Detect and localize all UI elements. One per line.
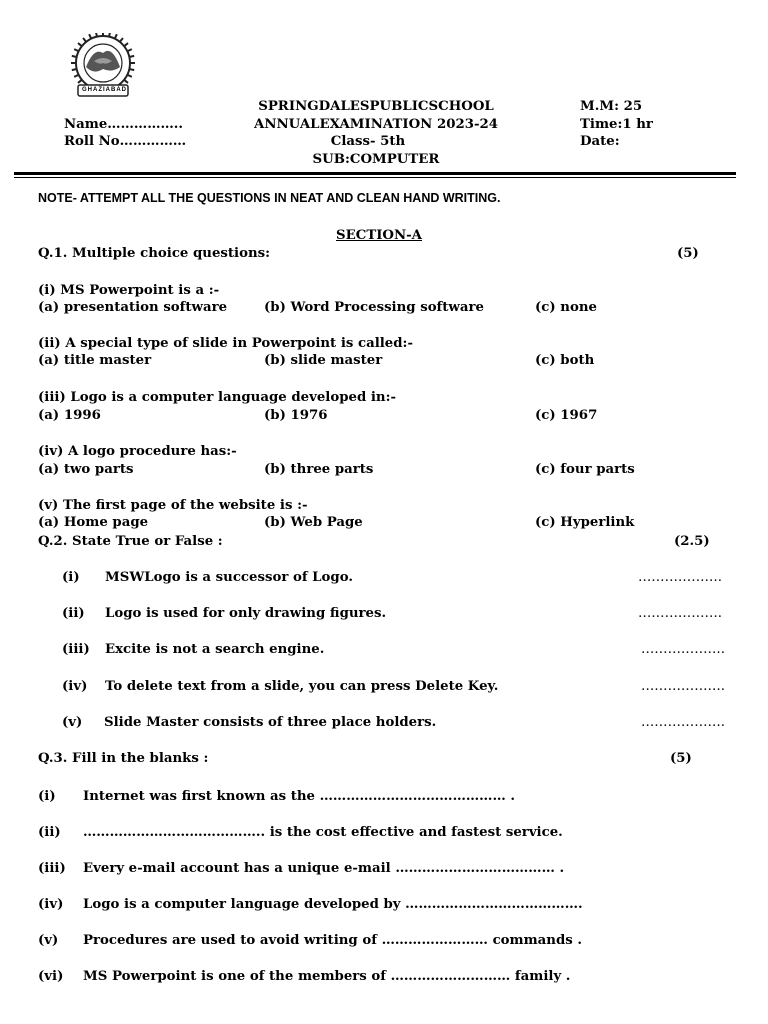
q1-option-a: (a) presentation software [38,300,228,315]
q2-answer-blank: ………………. [641,715,726,730]
max-marks: M.M: 25 [580,99,643,114]
q1-option-c: (c) none [535,300,597,315]
q2-number: (ii) [62,606,85,621]
q3-number: (iv) [38,897,64,912]
q2-statement: Excite is not a search engine. [105,642,325,657]
q1-option-b: (b) Web Page [264,515,363,530]
q1-option-c: (c) Hyperlink [535,515,635,530]
section-title: SECTION-A [335,228,423,243]
q1-question: (iii) Logo is a computer language developed in:- [38,390,397,405]
q2-statement: Logo is used for only drawing figures. [105,606,387,621]
time-label: Time:1 hr [580,117,653,132]
name-field: Name…………….. [64,117,184,132]
q1-option-a: (a) two parts [38,462,134,477]
q1-option-b: (b) slide master [264,353,383,368]
q1-option-a: (a) Home page [38,515,149,530]
q2-number: (iii) [62,642,90,657]
q1-option-a: (a) 1996 [38,408,101,423]
q3-marks: (5) [670,751,692,766]
date-field: Date: [580,134,620,149]
q3-sentence: Internet was first known as the …………………………………… . [83,789,516,804]
q3-number: (v) [38,933,59,948]
q2-answer-blank: ………………. [641,679,726,694]
subject-label: SUB:COMPUTER [312,152,440,167]
q1-question: (iv) A logo procedure has:- [38,444,237,459]
q3-sentence: Every e-mail account has a unique e-mail ……………………………… . [83,861,565,876]
instruction-note: NOTE- ATTEMPT ALL THE QUESTIONS IN NEAT AND CLEAN HAND WRITING. [38,191,501,205]
q3-number: (iii) [38,861,66,876]
class-label: Class- 5th [330,134,406,149]
exam-title: ANNUALEXAMINATION 2023-24 [254,117,498,132]
q1-title: Q.1. Multiple choice questions: [38,246,271,261]
q1-option-c: (c) four parts [535,462,635,477]
header-divider-bottom [14,177,736,178]
q2-number: (v) [62,715,83,730]
q3-number: (vi) [38,969,64,984]
logo-city-text: GHAZIABAD [82,87,127,93]
q1-option-a: (a) title master [38,353,152,368]
q2-statement: MSWLogo is a successor of Logo. [105,570,353,585]
q1-question: (ii) A special type of slide in Powerpoint is called:- [38,336,413,351]
q1-option-b: (b) 1976 [264,408,328,423]
q1-marks: (5) [677,246,699,261]
q2-statement: Slide Master consists of three place holders. [104,715,437,730]
q2-answer-blank: ………………. [638,606,723,621]
q2-answer-blank: ………………. [638,570,723,585]
q1-option-b: (b) Word Processing software [264,300,484,315]
q1-question: (i) MS Powerpoint is a :- [38,283,220,298]
q2-statement: To delete text from a slide, you can press Delete Key. [105,679,499,694]
q1-option-b: (b) three parts [264,462,374,477]
q1-option-c: (c) both [535,353,595,368]
q2-number: (i) [62,570,80,585]
q2-marks: (2.5) [674,534,710,549]
q1-option-c: (c) 1967 [535,408,598,423]
roll-number-field: Roll No…………… [64,134,187,149]
q3-sentence: Logo is a computer language developed by …………………………………. [83,897,583,912]
q2-number: (iv) [62,679,88,694]
q1-question: (v) The first page of the website is :- [38,498,308,513]
header-divider-top [14,172,736,175]
school-name: SPRINGDALESPUBLICSCHOOL [258,99,494,114]
q3-number: (i) [38,789,56,804]
q2-title: Q.2. State True or False : [38,534,223,549]
q3-sentence: Procedures are used to avoid writing of …………………… commands . [83,933,582,948]
q3-sentence: MS Powerpoint is one of the members of ……………………… family . [83,969,571,984]
q3-title: Q.3. Fill in the blanks : [38,751,209,766]
q2-answer-blank: ………………. [641,642,726,657]
q3-sentence: ………………………………….. is the cost effective and fastest service. [83,825,563,840]
q3-number: (ii) [38,825,61,840]
